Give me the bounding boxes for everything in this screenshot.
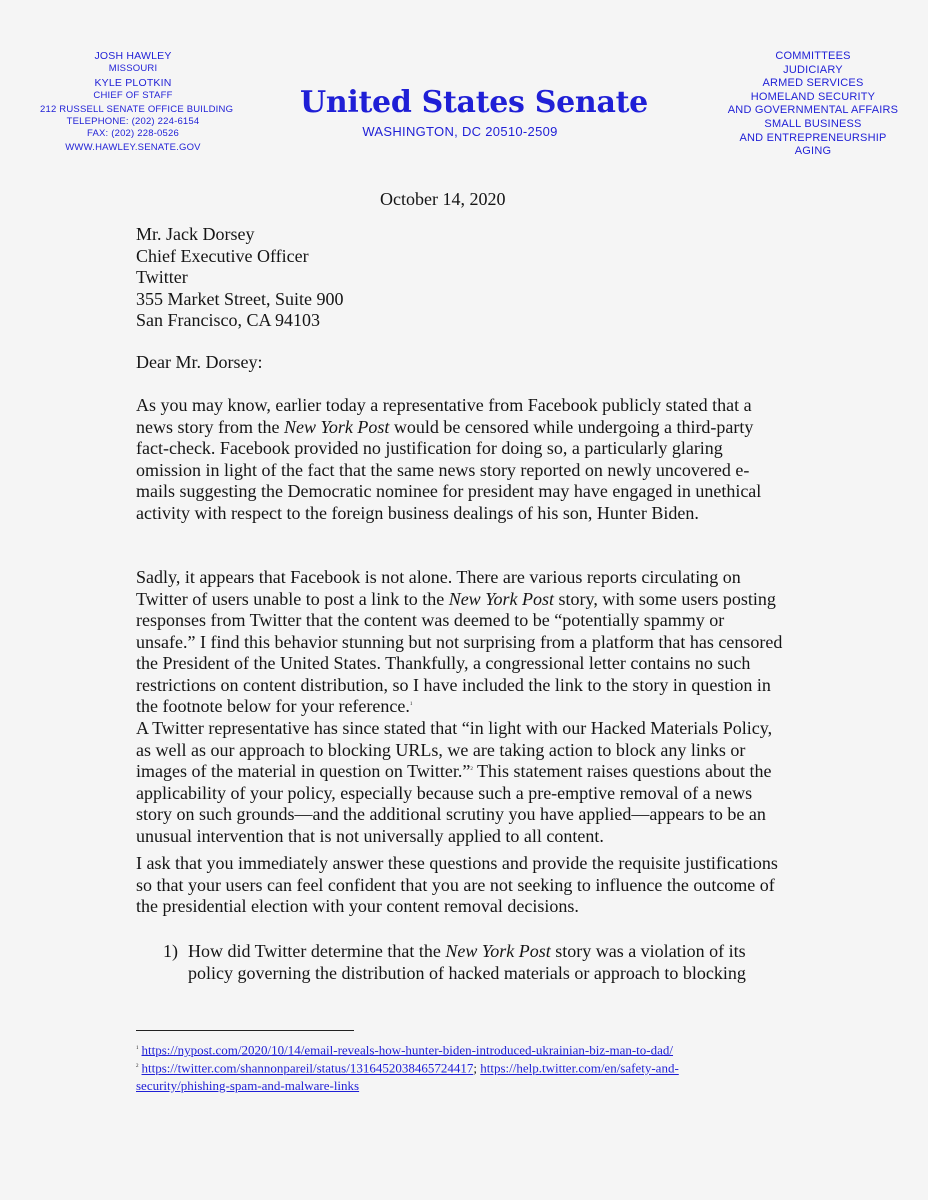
text-line: the presidential election with your content removal decisions. xyxy=(136,896,579,916)
text-line: As you may know, earlier today a representative from Facebook publicly stated that a xyxy=(136,395,752,415)
footnote-marker: 1 xyxy=(136,1046,139,1051)
publication-name: New York Post xyxy=(283,416,390,437)
committee-item: SMALL BUSINESS xyxy=(764,117,862,130)
paragraph-3 xyxy=(136,718,796,847)
chief-of-staff-name: KYLE PLOTKIN xyxy=(94,77,172,89)
paragraph-4 xyxy=(136,853,796,918)
text-line: news story from the New York Post would be censored while undergoing a third-party xyxy=(136,416,754,437)
text-line: mails suggesting the Democratic nominee for president may have engaged in unethical xyxy=(136,481,762,501)
recipient-line: Twitter xyxy=(136,267,188,288)
office-fax: FAX: (202) 228-0526 xyxy=(87,128,179,139)
footnote-ref: 2 xyxy=(470,767,473,772)
publication-name: New York Post xyxy=(448,588,555,609)
text-line: fact-check. Facebook provided no justification for doing so, a particularly glaring xyxy=(136,438,723,458)
salutation: Dear Mr. Dorsey: xyxy=(136,352,263,372)
text-line: A Twitter representative has since stated that “in light with our Hacked Materials Policy, xyxy=(136,718,773,738)
footnote-1 xyxy=(136,1040,679,1058)
footnote-marker: 2 xyxy=(136,1064,139,1070)
recipient-line: 355 Market Street, Suite 900 xyxy=(136,288,344,309)
text-line: I ask that you immediately answer these questions and provide the requisite justifications xyxy=(136,853,778,873)
footnotes xyxy=(136,1040,679,1094)
letterhead-right xyxy=(713,50,913,159)
chief-of-staff-title: CHIEF OF STAFF xyxy=(93,90,173,101)
text-line: policy governing the distribution of hacked materials or approach to blocking xyxy=(188,962,746,983)
text-line: the President of the United States. Thankfully, a congressional letter contains no such xyxy=(136,653,751,673)
senator-state: MISSOURI xyxy=(108,63,158,74)
text-line: omission in light of the fact that the same news story reported on newly uncovered e- xyxy=(136,459,750,480)
committee-item: AGING xyxy=(794,145,832,158)
text-line: so that your users can feel confident that you are not seeking to influence the outcome of xyxy=(136,874,775,895)
text-line: story on such grounds—and the additional scrutiny you have applied—appears to be an xyxy=(136,804,766,824)
recipient-line: San Francisco, CA 94103 xyxy=(136,310,320,331)
text-line: images of the material in question on Twitter.”$^2$ This statement raises questions about the xyxy=(136,761,772,781)
senate-address: WASHINGTON, DC 20510-2509 xyxy=(362,124,558,139)
text-line: restrictions on content distribution, so I have included the link to the story in question in xyxy=(136,674,771,695)
text-line: activity with respect to the foreign business dealings of his son, Hunter Biden. xyxy=(136,502,699,523)
nypost-link[interactable]: https://nypost.com/2020/10/14/email-reveals-how-hunter-biden-introduced-ukrainian-biz-man-to-dad/ xyxy=(141,1042,674,1058)
text-line: unusual intervention that is not universally applied to all content. xyxy=(136,825,604,846)
text-line: the footnote below for your reference.$^1$ xyxy=(136,696,413,716)
text-line: Twitter of users unable to post a link to the New York Post story, with some users posting xyxy=(136,588,776,609)
text-line: Sadly, it appears that Facebook is not alone. There are various reports circulating on xyxy=(136,567,741,587)
office-website: WWW.HAWLEY.SENATE.GOV xyxy=(65,142,201,153)
senate-title: United States Senate xyxy=(300,85,648,120)
twitter-help-link-continued[interactable]: security/phishing-spam-and-malware-links xyxy=(136,1077,360,1093)
committee-item: ARMED SERVICES xyxy=(762,77,864,90)
office-address: 212 RUSSELL SENATE OFFICE BUILDING xyxy=(40,104,234,115)
footnote-ref: 1 xyxy=(409,702,413,707)
publication-name: New York Post xyxy=(445,941,551,961)
footnote-2: $^2$ https://twitter.com/shannonpareil/status/1316452038465724417; https://help.twitter.com/en/safety-and- xyxy=(136,1060,679,1076)
committee-item: JUDICIARY xyxy=(783,63,843,76)
letterhead-left xyxy=(40,50,234,154)
footnote-2-continued xyxy=(136,1077,679,1094)
paragraph-2 xyxy=(136,567,796,718)
letter-date: October 14, 2020 xyxy=(380,189,506,209)
committee-item: AND ENTREPRENEURSHIP xyxy=(739,131,887,144)
recipient-line: Chief Executive Officer xyxy=(136,245,309,266)
recipient-line: Mr. Jack Dorsey xyxy=(136,224,255,244)
letterhead-center xyxy=(300,85,648,140)
list-number: 1) xyxy=(163,941,178,961)
committees-heading: COMMITTEES xyxy=(775,50,851,62)
twitter-status-link[interactable]: https://twitter.com/shannonpareil/status/1316452038465724417 xyxy=(141,1060,474,1076)
twitter-help-link[interactable]: https://help.twitter.com/en/safety-and- xyxy=(480,1060,679,1076)
footnote-divider xyxy=(136,1030,354,1031)
paragraph-1 xyxy=(136,395,796,524)
text-line: responses from Twitter that the content was deemed to be “potentially spammy or xyxy=(136,610,725,630)
text-line: applicability of your policy, especially because such a pre-emptive removal of a news xyxy=(136,782,753,803)
text-line: unsafe.” I find this behavior stunning but not surprising from a platform that has censored xyxy=(136,631,783,652)
committee-item: AND GOVERNMENTAL AFFAIRS xyxy=(727,104,899,117)
recipient-address xyxy=(136,224,343,332)
committee-item: HOMELAND SECURITY xyxy=(750,90,876,103)
list-text xyxy=(188,941,746,984)
text-line: as well as our approach to blocking URLs, we are taking action to block any links or xyxy=(136,739,746,760)
text-line: How did Twitter determine that the New York Post story was a violation of its xyxy=(188,941,746,961)
senator-name: JOSH HAWLEY xyxy=(94,50,172,62)
office-telephone: TELEPHONE: (202) 224-6154 xyxy=(66,116,200,127)
